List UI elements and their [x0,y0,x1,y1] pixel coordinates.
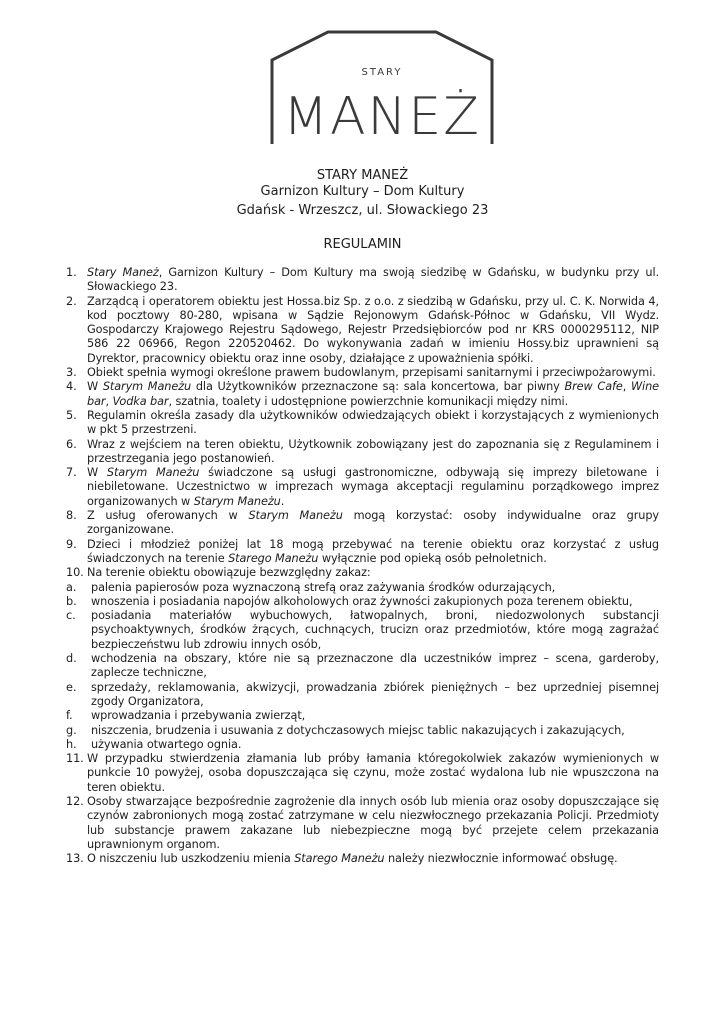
rule-item-7: 7. W Starym Maneżu świadczone są usługi gastronomiczne, odbywają się imprezy biletowane i niebiletowane. Uczestnictwo w imprezach wymaga akceptacji regulaminu porządkowego imprez organizowanych w Starym Maneżu. [66,466,659,508]
rule-number: 2. [66,294,77,308]
rule-number: 3. [66,366,77,380]
rule-subitem-e: e. sprzedaży, reklamowania, akwizycji, prowadzania zbiórek pieniężnych – bez uprzedniej pisemnej zgody Organizatora, [66,680,659,708]
rule-subitem-c: c. posiadania materiałów wybuchowych, łatwopalnych, broni, niedozwolonych substancji psychoaktywnych, środków żrących, cuchnących, trucizn oraz przedmiotów, które mogą zagrażać bezpieczeństwu lub zdrowiu innych osób, [66,609,659,651]
rule-item-6: 6. Wraz z wejściem na teren obiektu, Użytkownik zobowiązany jest do zapoznania się z Regulaminem i przestrzegania jego postanowień. [66,437,659,465]
rule-item-11: 11. W przypadku stwierdzenia złamania lub próby łamania któregokolwiek zakazów wymienionych w punkcie 10 powyżej, osoba dopuszczająca się czynu, może zostać wydalona lub nie wpuszczona na teren obiektu. [66,752,659,794]
rule-subitem-g: g. niszczenia, brudzenia i usuwania z dotychczasowych miejsc tablic nakazujących i zakazujących, [66,723,625,737]
rule-item-12: 12. Osoby stwarzające bezpośrednie zagrożenie dla innych osób lub mienia oraz osoby dopuszczające się czynów zabronionych mogą zostać zatrzymane w celu niezwłocznego przekazania Policji. Przedmioty lub substancje prawem zakazane lub niebezpieczne mogą być przejete celem przekazania uprawnionym organom. [66,794,659,851]
header-address: Gdańsk - Wrzeszcz, ul. Słowackiego 23 [236,203,489,218]
rule-number: 7. [66,466,77,480]
rule-letter: d. [66,652,77,666]
rule-number: 1. [66,266,77,279]
rule-letter: c. [66,609,76,623]
rule-letter: e. [66,680,77,694]
rule-letter: h. [66,737,77,751]
rule-item-9: 9. Dzieci i młodzież poniżej lat 18 mogą przebywać na terenie obiektu oraz korzystać z usług świadczonych na terenie Starego Maneżu wyłącznie pod opieką osób pełnoletnich. [66,537,659,565]
rule-subitem-b: b. wnoszenia i posiadania napojów alkoholowych oraz żywności zakupionych poza terenem obiektu, [66,594,633,608]
header-subtitle: Garnizon Kultury – Dom Kultury [260,184,465,199]
document-title: REGULAMIN [323,237,402,252]
rule-letter: f. [66,709,73,723]
rule-number: 5. [66,408,77,422]
rule-item-4: 4. W Starym Maneżu dla Użytkowników przeznaczone są: sala koncertowa, bar piwny Brew Cafe, Wine bar, Vodka bar, szatnia, toalety i udostępnione powierzchnie komunikacji między nimi. [66,380,660,408]
logo-small-text: STARY [361,67,403,78]
rule-item-3: 3. Obiekt spełnia wymogi określone prawem budowlanym, przepisami sanitarnymi i przeciwpożarowymi. [66,366,656,380]
rule-subitem-a: a. palenia papierosów poza wyznaczoną strefą oraz zażywania środków odurzających, [66,580,556,594]
rule-letter: b. [66,594,77,608]
rule-number: 4. [66,380,77,394]
rule-item-10: 10. Na terenie obiektu obowiązuje bezwzględny zakaz: [66,566,371,580]
rule-letter: g. [66,723,77,737]
rule-number: 11. [66,752,84,766]
rule-item-1: 1. Stary Maneż, Garnizon Kultury – Dom Kultury ma swoją siedzibę w Gdańsku, w budynku przy ul. Słowackiego 23. [66,266,660,294]
rule-item-5: 5. Regulamin określa zasady dla użytkowników odwiedzających obiekt i korzystających z wymienionych w pkt 5 przestrzeni. [66,408,659,437]
rule-item-13: 13. O niszczeniu lub uszkodzeniu mienia Starego Maneżu należy niezwłocznie informować obsługę. [66,852,618,866]
rule-item-2: 2. Zarządcą i operatorem obiektu jest Hossa.biz Sp. z o.o. z siedzibą w Gdańsku, przy ul. C. K. Norwida 4, kod pocztowy 80-280, wpisana w Sądzie Rejonowym Gdańsk-Północ w Gdańsku, VII Wydz. Gospodarczy Krajowego Rejestru Sądowego, Rejestr Przedsiębiorców pod nr KRS 0000295112, NIP 586 22 06966, Regon 220520462. Do wykonywania zadań w imieniu Hossy.biz uprawnieni są Dyrektor, pracownicy obiektu oraz inne osoby, działające z upoważnienia spółki. [66,294,659,365]
rule-number: 10. [66,566,84,580]
rule-item-8: 8. Z usług oferowanych w Starym Maneżu mogą korzystać: osoby indywidualne oraz grupy zorganizowane. [66,509,659,537]
rule-number: 8. [66,509,77,523]
rule-number: 13. [66,852,84,866]
header-name: STARY MANEŻ [316,168,409,183]
rule-subitem-d: d. wchodzenia na obszary, które nie są przeznaczone dla uczestników imprez – scena, garderoby, zaplecze techniczne, [66,652,659,680]
rule-number: 12. [66,794,84,808]
rule-subitem-f: f. wprowadzania i przebywania zwierząt, [66,709,306,723]
rule-number: 9. [66,537,77,551]
rules-list [66,266,659,866]
rule-number: 6. [66,437,77,451]
rule-letter: a. [66,580,77,594]
rule-subitem-h: h. używania otwartego ognia. [66,737,242,751]
logo-big-text: MANEŻ [283,87,481,146]
stary-manez-logo [268,30,496,146]
